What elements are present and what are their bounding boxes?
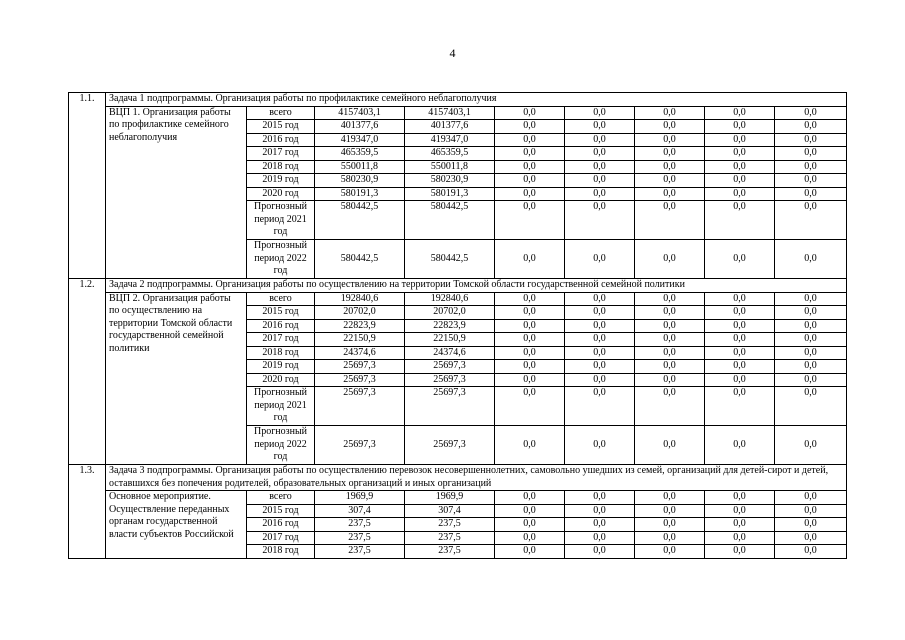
period-cell: всего (247, 106, 315, 120)
table-row (69, 292, 847, 306)
value-cell: 0,0 (565, 387, 635, 426)
value-cell: 419347,0 (315, 133, 405, 147)
table-row (69, 106, 847, 120)
value-cell: 0,0 (495, 518, 565, 532)
value-cell: 237,5 (405, 531, 495, 545)
value-cell: 0,0 (565, 160, 635, 174)
value-cell: 0,0 (495, 387, 565, 426)
period-cell: 2020 год (247, 187, 315, 201)
value-cell: 0,0 (635, 106, 705, 120)
value-cell: 0,0 (565, 504, 635, 518)
program-name: ВЦП 1. Организация работы по профилактике семейного неблагополучия (106, 106, 247, 279)
value-cell: 4157403,1 (405, 106, 495, 120)
value-cell: 20702,0 (315, 306, 405, 320)
value-cell: 0,0 (565, 240, 635, 279)
value-cell: 0,0 (565, 491, 635, 505)
value-cell: 0,0 (495, 306, 565, 320)
value-cell: 0,0 (775, 531, 847, 545)
value-cell: 0,0 (565, 187, 635, 201)
value-cell: 0,0 (775, 187, 847, 201)
value-cell: 0,0 (565, 360, 635, 374)
value-cell: 0,0 (775, 545, 847, 559)
program-name: ВЦП 2. Организация работы по осуществлению на территории Томской области государственной семейной политики (106, 292, 247, 465)
value-cell: 4157403,1 (315, 106, 405, 120)
period-cell: 2019 год (247, 360, 315, 374)
value-cell: 0,0 (705, 360, 775, 374)
value-cell: 0,0 (705, 373, 775, 387)
value-cell: 0,0 (705, 319, 775, 333)
value-cell: 0,0 (565, 373, 635, 387)
value-cell: 401377,6 (405, 120, 495, 134)
value-cell: 0,0 (495, 426, 565, 465)
value-cell: 0,0 (635, 201, 705, 240)
value-cell: 0,0 (705, 346, 775, 360)
value-cell: 0,0 (635, 240, 705, 279)
value-cell: 0,0 (495, 187, 565, 201)
period-cell: 2017 год (247, 333, 315, 347)
value-cell: 0,0 (565, 292, 635, 306)
page-number: 4 (449, 46, 456, 60)
value-cell: 25697,3 (405, 373, 495, 387)
value-cell: 580442,5 (315, 240, 405, 279)
value-cell: 0,0 (705, 426, 775, 465)
value-cell: 0,0 (705, 120, 775, 134)
value-cell: 0,0 (495, 147, 565, 161)
value-cell: 0,0 (635, 292, 705, 306)
value-cell: 0,0 (635, 387, 705, 426)
value-cell: 0,0 (775, 426, 847, 465)
value-cell: 0,0 (705, 333, 775, 347)
value-cell: 307,4 (405, 504, 495, 518)
value-cell: 192840,6 (405, 292, 495, 306)
value-cell: 0,0 (775, 346, 847, 360)
value-cell: 0,0 (495, 346, 565, 360)
value-cell: 0,0 (705, 292, 775, 306)
value-cell: 0,0 (775, 292, 847, 306)
value-cell: 0,0 (635, 518, 705, 532)
value-cell: 237,5 (405, 518, 495, 532)
value-cell: 0,0 (775, 373, 847, 387)
value-cell: 22823,9 (405, 319, 495, 333)
value-cell: 0,0 (495, 545, 565, 559)
value-cell: 307,4 (315, 504, 405, 518)
period-cell: 2016 год (247, 133, 315, 147)
value-cell: 0,0 (705, 174, 775, 188)
value-cell: 0,0 (495, 120, 565, 134)
value-cell: 25697,3 (405, 387, 495, 426)
value-cell: 0,0 (705, 504, 775, 518)
value-cell: 465359,5 (315, 147, 405, 161)
value-cell: 0,0 (635, 133, 705, 147)
value-cell: 0,0 (495, 373, 565, 387)
section-number: 1.2. (69, 279, 106, 465)
period-cell: 2020 год (247, 373, 315, 387)
period-cell: 2018 год (247, 545, 315, 559)
value-cell: 0,0 (775, 160, 847, 174)
value-cell: 580442,5 (405, 240, 495, 279)
value-cell: 0,0 (565, 147, 635, 161)
table-row (69, 491, 847, 505)
value-cell: 580442,5 (315, 201, 405, 240)
value-cell: 25697,3 (315, 360, 405, 374)
value-cell: 465359,5 (405, 147, 495, 161)
value-cell: 0,0 (705, 531, 775, 545)
value-cell: 0,0 (635, 174, 705, 188)
period-cell: всего (247, 292, 315, 306)
value-cell: 0,0 (705, 147, 775, 161)
value-cell: 0,0 (635, 333, 705, 347)
value-cell: 0,0 (705, 491, 775, 505)
value-cell: 0,0 (775, 201, 847, 240)
value-cell: 1969,9 (315, 491, 405, 505)
value-cell: 237,5 (315, 531, 405, 545)
value-cell: 0,0 (705, 545, 775, 559)
value-cell: 580191,3 (315, 187, 405, 201)
period-cell: 2015 год (247, 504, 315, 518)
value-cell: 0,0 (635, 160, 705, 174)
value-cell: 0,0 (495, 491, 565, 505)
value-cell: 25697,3 (405, 360, 495, 374)
value-cell: 237,5 (405, 545, 495, 559)
period-cell: 2015 год (247, 120, 315, 134)
value-cell: 0,0 (635, 491, 705, 505)
value-cell: 0,0 (775, 333, 847, 347)
value-cell: 0,0 (495, 531, 565, 545)
value-cell: 0,0 (775, 319, 847, 333)
value-cell: 0,0 (565, 133, 635, 147)
value-cell: 0,0 (705, 387, 775, 426)
value-cell: 22823,9 (315, 319, 405, 333)
task-row (69, 93, 847, 107)
period-cell: Прогнозный период 2022 год (247, 240, 315, 279)
value-cell: 1969,9 (405, 491, 495, 505)
value-cell: 0,0 (495, 106, 565, 120)
period-cell: 2019 год (247, 174, 315, 188)
value-cell: 0,0 (705, 201, 775, 240)
value-cell: 0,0 (635, 531, 705, 545)
value-cell: 0,0 (565, 531, 635, 545)
budget-table (68, 92, 847, 559)
task-title: Задача 3 подпрограммы. Организация работы по осуществлению перевозок несовершеннолетних, самовольно ушедших из семей, организаций для детей-сирот и детей, оставшихся без попечения родителей, образовательных организаций и иных организаций (106, 465, 847, 491)
value-cell: 0,0 (775, 360, 847, 374)
period-cell: 2017 год (247, 147, 315, 161)
period-cell: 2016 год (247, 518, 315, 532)
period-cell: Прогнозный период 2022 год (247, 426, 315, 465)
value-cell: 25697,3 (315, 426, 405, 465)
value-cell: 580230,9 (315, 174, 405, 188)
value-cell: 550011,8 (405, 160, 495, 174)
program-name: Основное мероприятие. Осуществление переданных органам государственной власти субъектов Российской (106, 491, 247, 559)
value-cell: 0,0 (635, 545, 705, 559)
value-cell: 0,0 (635, 504, 705, 518)
value-cell: 0,0 (565, 201, 635, 240)
period-cell: Прогнозный период 2021 год (247, 387, 315, 426)
value-cell: 0,0 (565, 426, 635, 465)
value-cell: 22150,9 (405, 333, 495, 347)
value-cell: 0,0 (775, 240, 847, 279)
value-cell: 25697,3 (315, 387, 405, 426)
value-cell: 0,0 (705, 160, 775, 174)
value-cell: 0,0 (635, 319, 705, 333)
value-cell: 0,0 (495, 240, 565, 279)
task-title: Задача 1 подпрограммы. Организация работы по профилактике семейного неблагополучия (106, 93, 847, 107)
value-cell: 0,0 (775, 504, 847, 518)
value-cell: 0,0 (565, 346, 635, 360)
value-cell: 0,0 (495, 319, 565, 333)
value-cell: 0,0 (705, 306, 775, 320)
value-cell: 22150,9 (315, 333, 405, 347)
value-cell: 0,0 (495, 292, 565, 306)
value-cell: 0,0 (565, 306, 635, 320)
value-cell: 0,0 (705, 240, 775, 279)
value-cell: 0,0 (635, 426, 705, 465)
value-cell: 0,0 (495, 201, 565, 240)
value-cell: 0,0 (775, 518, 847, 532)
value-cell: 580230,9 (405, 174, 495, 188)
value-cell: 24374,6 (315, 346, 405, 360)
value-cell: 401377,6 (315, 120, 405, 134)
task-row (69, 279, 847, 293)
value-cell: 0,0 (635, 187, 705, 201)
value-cell: 0,0 (775, 147, 847, 161)
period-cell: 2018 год (247, 346, 315, 360)
value-cell: 0,0 (565, 319, 635, 333)
value-cell: 0,0 (565, 106, 635, 120)
value-cell: 0,0 (775, 387, 847, 426)
value-cell: 580442,5 (405, 201, 495, 240)
value-cell: 419347,0 (405, 133, 495, 147)
period-cell: всего (247, 491, 315, 505)
period-cell: 2017 год (247, 531, 315, 545)
value-cell: 0,0 (565, 333, 635, 347)
section-number: 1.3. (69, 465, 106, 559)
period-cell: Прогнозный период 2021 год (247, 201, 315, 240)
value-cell: 0,0 (775, 491, 847, 505)
value-cell: 0,0 (635, 120, 705, 134)
value-cell: 0,0 (565, 120, 635, 134)
value-cell: 0,0 (565, 174, 635, 188)
value-cell: 0,0 (495, 174, 565, 188)
value-cell: 0,0 (495, 360, 565, 374)
value-cell: 0,0 (565, 545, 635, 559)
value-cell: 0,0 (705, 133, 775, 147)
value-cell: 0,0 (565, 518, 635, 532)
period-cell: 2018 год (247, 160, 315, 174)
period-cell: 2015 год (247, 306, 315, 320)
value-cell: 0,0 (775, 120, 847, 134)
value-cell: 550011,8 (315, 160, 405, 174)
value-cell: 0,0 (635, 147, 705, 161)
value-cell: 0,0 (635, 346, 705, 360)
value-cell: 0,0 (705, 106, 775, 120)
value-cell: 0,0 (635, 373, 705, 387)
value-cell: 25697,3 (315, 373, 405, 387)
period-cell: 2016 год (247, 319, 315, 333)
value-cell: 580191,3 (405, 187, 495, 201)
task-title: Задача 2 подпрограммы. Организация работы по осуществлению на территории Томской области государственной семейной политики (106, 279, 847, 293)
value-cell: 237,5 (315, 545, 405, 559)
value-cell: 20702,0 (405, 306, 495, 320)
task-row (69, 465, 847, 491)
value-cell: 0,0 (775, 106, 847, 120)
value-cell: 0,0 (705, 187, 775, 201)
section-number: 1.1. (69, 93, 106, 279)
value-cell: 0,0 (705, 518, 775, 532)
value-cell: 0,0 (775, 306, 847, 320)
value-cell: 0,0 (495, 133, 565, 147)
value-cell: 25697,3 (405, 426, 495, 465)
value-cell: 237,5 (315, 518, 405, 532)
value-cell: 0,0 (635, 360, 705, 374)
value-cell: 0,0 (635, 306, 705, 320)
value-cell: 24374,6 (405, 346, 495, 360)
value-cell: 0,0 (495, 504, 565, 518)
value-cell: 0,0 (775, 174, 847, 188)
value-cell: 0,0 (495, 160, 565, 174)
value-cell: 0,0 (775, 133, 847, 147)
value-cell: 0,0 (495, 333, 565, 347)
value-cell: 192840,6 (315, 292, 405, 306)
